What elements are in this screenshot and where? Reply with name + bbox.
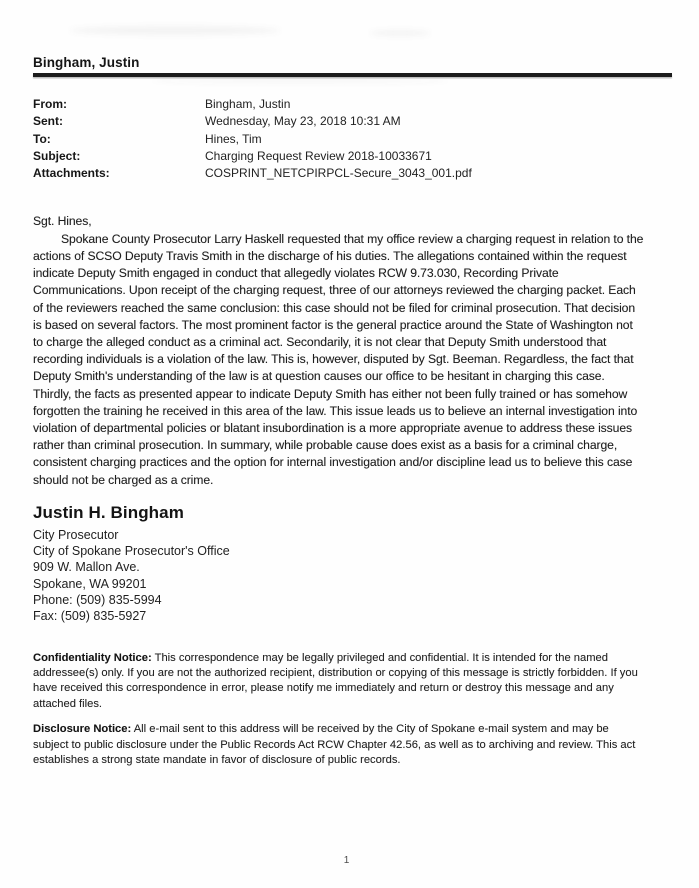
signature-line-street: 909 W. Mallon Ave.: [33, 560, 140, 575]
field-value: Charging Request Review 2018-10033671: [205, 148, 432, 163]
field-label: From:: [33, 97, 67, 111]
field-value: Hines, Tim: [205, 131, 262, 146]
signature-name: Justin H. Bingham: [33, 502, 184, 522]
signature-line-city: Spokane, WA 99201: [33, 576, 147, 591]
field-row-to: [33, 131, 647, 148]
email-body: [33, 213, 645, 488]
field-label: Subject:: [33, 148, 81, 163]
body-paragraph: Spokane County Prosecutor Larry Haskell requested that my office review a charging request in relation to the actions of SCSO Deputy Travis Smith in the discharge of his duties. The allegations contained within the request indicate Deputy Smith engaged in conduct that allegedly violates RCW 9.73.030, Recording Private Communications. Upon receipt of the charging request, three of our attorneys reviewed the charging packet. Each of the reviewers reached the same conclusion: this case should not be filed for criminal prosecution. That decision is based on several factors. The most prominent factor is the general practice around the State of Washington not to charge the alleged conduct as a criminal act. Secondarily, it is not clear that Deputy Smith understood that recording individuals is a violation of the law. This is, however, disputed by Sgt. Beeman. Regardless, the fact that Deputy Smith's understanding of the law is at question causes our office to be hesitant in charging this case. Thirdly, the facts as presented appear to indicate Deputy Smith has either not been fully trained or has somehow forgotten the training he received in this area of the law. This issue leads us to believe an internal investigation into violation of departmental policies or blatant insubordination is a more appropriate avenue to address these issues rather than criminal prosecution. In summary, while probable cause does exist as a basis for a criminal charge, consistent charging practices and the option for internal investigation and/or discipline lead us to believe this case should not be charged as a crime.: [33, 231, 644, 487]
field-row-sent: [33, 113, 647, 130]
salutation: Sgt. Hines,: [33, 214, 92, 229]
email-header-fields: [33, 96, 647, 182]
legal-notices: [33, 651, 647, 769]
disclosure-notice-label: Disclosure Notice:: [33, 723, 132, 736]
signature-line-phone: Phone: (509) 835-5994: [33, 592, 162, 607]
field-label: To:: [33, 131, 51, 146]
field-value: Bingham, Justin: [205, 97, 291, 111]
signature-block: [33, 503, 647, 625]
page-number: 1: [343, 855, 350, 866]
document-title: Bingham, Justin: [33, 55, 140, 70]
disclosure-notice-text: All e-mail sent to this address will be received by the City of Spokane e-mail system and may be subject to public disclosure under the Public Records Act RCW Chapter 42.56, as well as to archiving and review. This act establishes a strong state mandate in favor of disclosure of public records.: [33, 723, 636, 766]
signature-line-office: City of Spokane Prosecutor's Office: [33, 544, 230, 559]
signature-line-fax: Fax: (509) 835-5927: [33, 609, 147, 624]
confidentiality-notice-text: This correspondence may be legally privileged and confidential. It is intended for the named addressee(s) only. If you are not the authorized recipient, distribution or copying of this message is strictly forbidden. If you have received this correspondence in error, please notify me immediately and return or destroy this message and any attached files.: [33, 651, 638, 710]
signature-line-title: City Prosecutor: [33, 527, 119, 542]
field-label: Sent:: [33, 114, 63, 129]
document-body: [33, 0, 647, 778]
field-row-subject: [33, 148, 647, 165]
field-value: Wednesday, May 23, 2018 10:31 AM: [205, 114, 401, 129]
disclosure-notice: [33, 722, 647, 768]
field-row-attachments: [33, 165, 647, 182]
confidentiality-notice-label: Confidentiality Notice:: [33, 651, 152, 664]
field-value: COSPRINT_NETCPIRPCL-Secure_3043_001.pdf: [205, 166, 472, 181]
field-label: Attachments:: [33, 166, 110, 181]
field-row-from: [33, 96, 647, 113]
title-divider-rule: [33, 73, 672, 77]
confidentiality-notice: [33, 651, 647, 713]
